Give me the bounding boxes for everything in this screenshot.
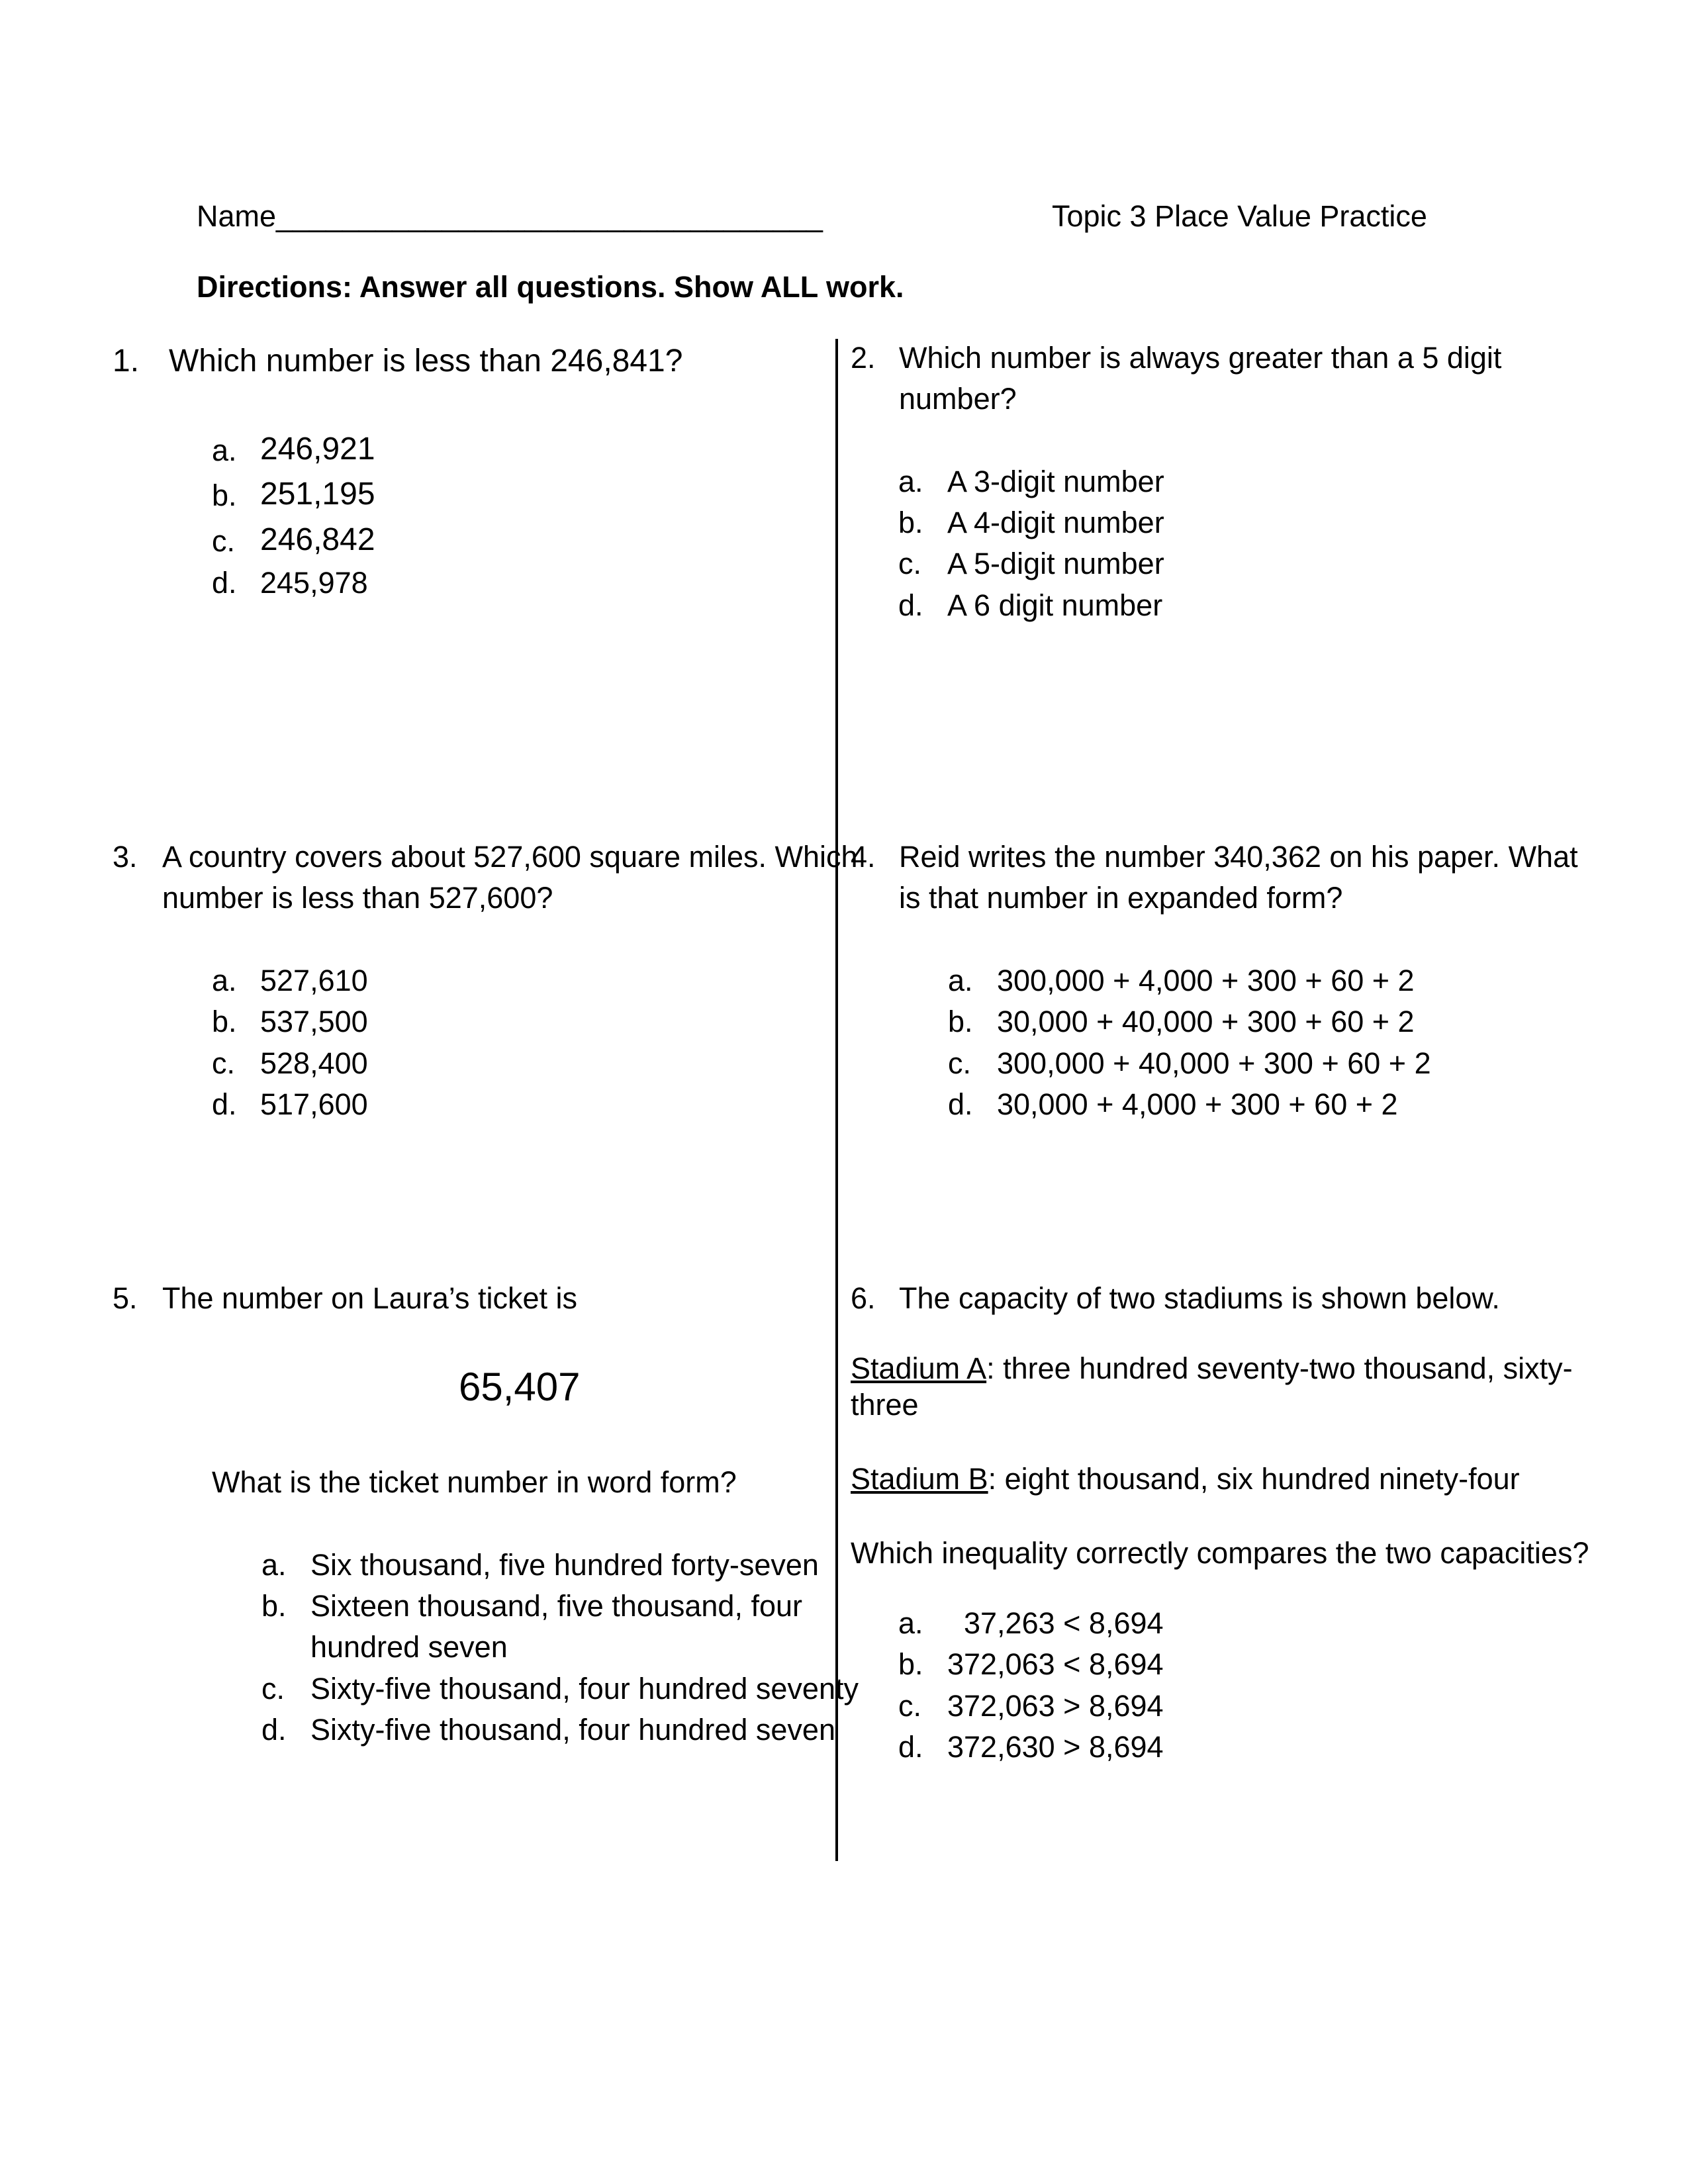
choice-option[interactable]: 528,400 [260,1046,368,1080]
choice-letter: b. [212,1005,237,1038]
question-prompt: What is the ticket number in word form? [212,1465,737,1499]
worksheet-title: Topic 3 Place Value Practice [1052,199,1427,233]
choice-letter: b. [898,1647,923,1681]
choice-option[interactable]: 537,500 [260,1005,368,1038]
question-stem: number is less than 527,600? [162,881,553,915]
choice-option[interactable]: 300,000 + 40,000 + 300 + 60 + 2 [997,1046,1431,1080]
choice-option[interactable]: 30,000 + 40,000 + 300 + 60 + 2 [997,1005,1415,1038]
question-prompt: Which inequality correctly compares the two capacities? [851,1536,1589,1570]
choice-letter: c. [212,524,236,558]
stadium-b [851,1461,1520,1497]
choice-option[interactable]: 30,000 + 4,000 + 300 + 60 + 2 [997,1087,1398,1121]
choice-option[interactable]: 37,263 < 8,694 [947,1606,1164,1640]
choice-option[interactable]: 527,610 [260,964,368,997]
choice-letter: a. [261,1548,287,1582]
choice-option[interactable]: A 6 digit number [947,588,1163,622]
choice-letter: c. [948,1046,972,1080]
choice-letter: d. [898,588,923,622]
column-divider [835,339,838,1861]
stadium-b-capacity: : eight thousand, six hundred ninety-four [988,1462,1520,1496]
name-label: Name [197,199,277,233]
choice-letter: d. [948,1087,973,1121]
choice-letter: d. [212,566,237,600]
choice-letter: a. [898,465,923,498]
question-number: 3. [113,840,138,874]
choice-letter: c. [898,1689,922,1723]
choice-letter: a. [212,433,237,467]
choice-option[interactable]: 372,063 < 8,694 [947,1647,1164,1681]
choice-option[interactable]: Sixty-five thousand, four hundred seven [310,1713,835,1747]
choice-option[interactable]: 246,921 [260,432,375,467]
question-number: 1. [113,343,140,379]
stadium-a-capacity-continued: three [851,1388,919,1422]
choice-option[interactable]: A 5-digit number [947,547,1164,580]
ticket-number: 65,407 [459,1365,581,1409]
stadium-a-capacity: : three hundred seventy-two thousand, sixty- [986,1351,1573,1385]
choice-option[interactable]: 372,063 > 8,694 [947,1689,1164,1723]
choice-option[interactable]: Six thousand, five hundred forty-seven [310,1548,819,1582]
choice-option[interactable]: 251,195 [260,477,375,512]
question-stem: number? [899,382,1017,416]
choice-option[interactable]: Sixteen thousand, five thousand, four [310,1589,803,1623]
choice-letter: b. [261,1589,287,1623]
question-number: 2. [851,341,876,375]
choice-letter: a. [212,964,237,997]
question-number: 4. [851,840,876,874]
choice-letter: d. [212,1087,237,1121]
question-stem: Reid writes the number 340,362 on his paper. What [899,840,1578,874]
choice-letter: a. [898,1606,923,1640]
choice-letter: b. [948,1005,973,1038]
directions: Directions: Answer all questions. Show ALL work. [197,270,904,304]
question-number: 6. [851,1281,876,1315]
question-stem: The capacity of two stadiums is shown below. [899,1281,1500,1315]
choice-letter: c. [261,1672,285,1706]
choice-option-continued[interactable]: hundred seven [310,1630,508,1664]
choice-letter: d. [898,1730,923,1764]
choice-option[interactable]: 246,842 [260,522,375,557]
choice-letter: b. [898,506,923,539]
question-stem: The number on Laura’s ticket is [162,1281,577,1315]
choice-option[interactable]: 245,978 [260,566,368,600]
choice-letter: b. [212,478,237,512]
question-stem: Which number is always greater than a 5 digit [899,341,1502,375]
choice-option[interactable]: 300,000 + 4,000 + 300 + 60 + 2 [997,964,1415,997]
name-field[interactable] [197,199,823,234]
question-stem: Which number is less than 246,841? [169,343,683,379]
question-stem: A country covers about 527,600 square miles. Which [162,840,858,874]
choice-option[interactable]: 372,630 > 8,694 [947,1730,1164,1764]
choice-option[interactable]: A 3-digit number [947,465,1164,498]
choice-letter: a. [948,964,973,997]
question-stem: is that number in expanded form? [899,881,1343,915]
question-number: 5. [113,1281,138,1315]
stadium-b-label: Stadium B [851,1462,988,1496]
stadium-a [851,1351,1573,1387]
choice-letter: d. [261,1713,287,1747]
choice-option[interactable]: A 4-digit number [947,506,1164,539]
choice-letter: c. [898,547,922,580]
name-blank[interactable]: _________________________________ [276,199,823,233]
stadium-a-label: Stadium A [851,1351,987,1385]
choice-option[interactable]: 517,600 [260,1087,368,1121]
choice-letter: c. [212,1046,236,1080]
choice-option[interactable]: Sixty-five thousand, four hundred seventy [310,1672,859,1706]
